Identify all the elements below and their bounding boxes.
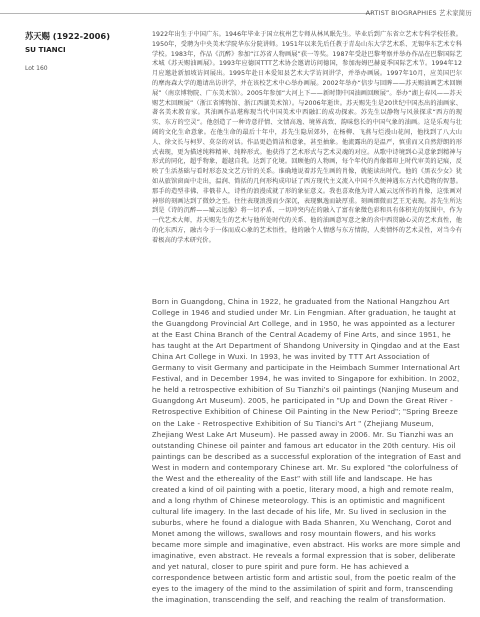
header-rule	[0, 13, 372, 14]
artist-name-cn: 苏天赐 (1922-2006)	[25, 31, 110, 41]
biography-en-text: Born in Guangdong, China in 1922, he graduated from the National Hangzhou Art College in 1946 and studied under Mr. Lin Fengmian. After graduation, he taught at the Guangdong Provincial Art College, and in 1950, he was appointed as a lecturer at the East China Branch of the Central Academy of Fine Arts, and since 1951, he has taught at the Art Department of Shandong University in Qingdao and at the East China Art College in Wuxi. In 1993, he was invited by TTT Art Association of Germany to visit Germany and participate in the Heimbach Summer International Art Festival, and in December 1994, he was invited to Singapore for exhibition. In 2002, he held a retrospective exhibition of Su Tianzhi's oil paintings (Nanjing Museum and Guangdong Art Museum). 2005, he participated in "Up and Down the Great River - Retrospective Exhibition of Chinese Oil Painting in the New Period"; "Spring Breeze on the Lake - Retrospective Exhibition of Su Tianci's Art " (Zhejiang Museum, Zhejiang West Lake Art Museum). He passed away in 2006. Mr. Su Tianzhi was an outstanding Chinese oil painter and famous art educator in the 20th century. His oil paintings can be described as a successful exploration of the integration of East and West in modern and contemporary Chinese art. Mr. Su explored "the colorfulness of the West and the ethereality of the East" with still life and landscape. He has created a kind of oil painting with a poetic, literary mood, a high and remote realm, and a long rhythm of Chinese meteorology. This is an optimistic and magnificent cultural life imagery. In the last decade of his life, Mr. Su lived in seclusion in the suburbs, where he found a dialogue with Bada Shanren, Xu Wenchang, Corot and Monet among the willows, swallows and rosy mountain flowers, and his works became more simple and imaginative, even abstract. His works are more simple and imaginative, even abstract. He reveals a formal expression that is sober, deliberate and yet natural, closer to pure spirit and pure form. He has achieved a correspondence between artistic form and artistic soul, from the poetic realm of the eyes to the imagery of the mind to the assimilation of spirit and form, transcending the imagination, transcending the self, and reaching the realm of transformation.	[152, 297, 462, 605]
artist-name-en: SU TIANCI	[25, 45, 66, 54]
biography-cn-text: 1922年出生于中国广东。1946年毕业于国立杭州艺专师从林风眠先生。毕业后到广东省立艺术专科学校任教。1950年，受聘为中央美术学院华东分院讲师。1951年以来先后任教于青岛山东大学艺术系、无锡华东艺术专科学校。1983年，作品《沉醉》参加“江苏省人物画展”获一等奖。1987年受赴巴黎考察并举办作品在巴黎国际艺术城《苏天赐油画展》。1993年应德国TTT艺术协会邀请访问德国，参加海姆巴赫夏季国际艺术节。1994年12月应邀赴新加坡访问展出。1995年赴日本爱知县艺术大学访问讲学，并举办画展。1997年10月，应美国巴尔的摩海森大学的邀请出访讲学，并在该校艺术中心举办画展。2002年举办“信步与回眸——苏天赐油画艺术回顾展”（南京博物院、广东美术馆）。2005年参加“大河上下——新时期中国油画回顾展”。举办“湖上春风——苏天赐艺术回顾展”（浙江省博物馆、浙江西湖美术馆）。与2006年逝世。苏天赐先生是20世纪中国杰出的油画家、著名美术教育家。其油画作品堪称现当代中国美术中西融汇的成功探索。苏先生以静物与风景探求“西方的现实、东方的空灵”。他创造了一种诗意抒情、文情高逸、境界高致、韵味悠长的中国气象的油画。这是乐观与壮阔的文化生命意象。在他生命的最后十年中，苏先生隐居郊外，在杨柳、飞燕与烂漫山花间，他找到了八大山人、徐文长与柯罗、莫奈的对话。作品更趋简洁和意象，甚至抽象。他流露出的是温严，慎重而又自然舒朗的形式表现，更为描述纯粹精神、纯粹形式。他获得了艺术形式与艺术灵魂的对应。从歌中诗境到心灵意象到精神与形式的同化，超乎物象，超越自我。达到了化境。回顾他的人物画，每个年代的肖像都印上时代审美的记痕，反映了生活基础与看时形态及文艺方针的关系。谁确地说着苏先生画的肖像，就能读出时代。他的《黑衣少女》犹如从旅馆窗面中走出，温润、简括的几何形构成印证了西方现代主义流入中国不久便神遇东方古代造物的智慧。那手的造型非佛、非俄非人，诗性的浪漫成就了形的象征意义。我也喜欢他为诗人臧云远所作的肖像，这张画对神形的刻画达到了微妙之至。往往表现浪漫而少深沉，表现飘逸而缺厚重。刻画细微而艺王无表现。苏先生所达到是《诗的沉醉——臧云远像》将一切矛盾、一切冲突内在的融入了富有象徵色彩和具有体积光的氛围中，作为一代艺术大师，苏天赐先生的艺术与他所处时代的关系、他的油画意写意之象的含中西贯融心灵的艺术真性，他的化东西方，融古今于一体而成心象的艺术悟性，他的融个人情感与东方情韵，人类情怀的艺术灵性，对当今有着极高的学术研究价。	[152, 31, 462, 244]
page-header	[0, 8, 480, 22]
running-head: ARTIST BIOGRAPHIES 艺术家简历	[365, 9, 472, 17]
biography-english	[152, 296, 462, 605]
artist-sidebar	[25, 30, 135, 72]
biography-chinese	[152, 30, 462, 246]
lot-number: Lot 160	[25, 65, 48, 72]
